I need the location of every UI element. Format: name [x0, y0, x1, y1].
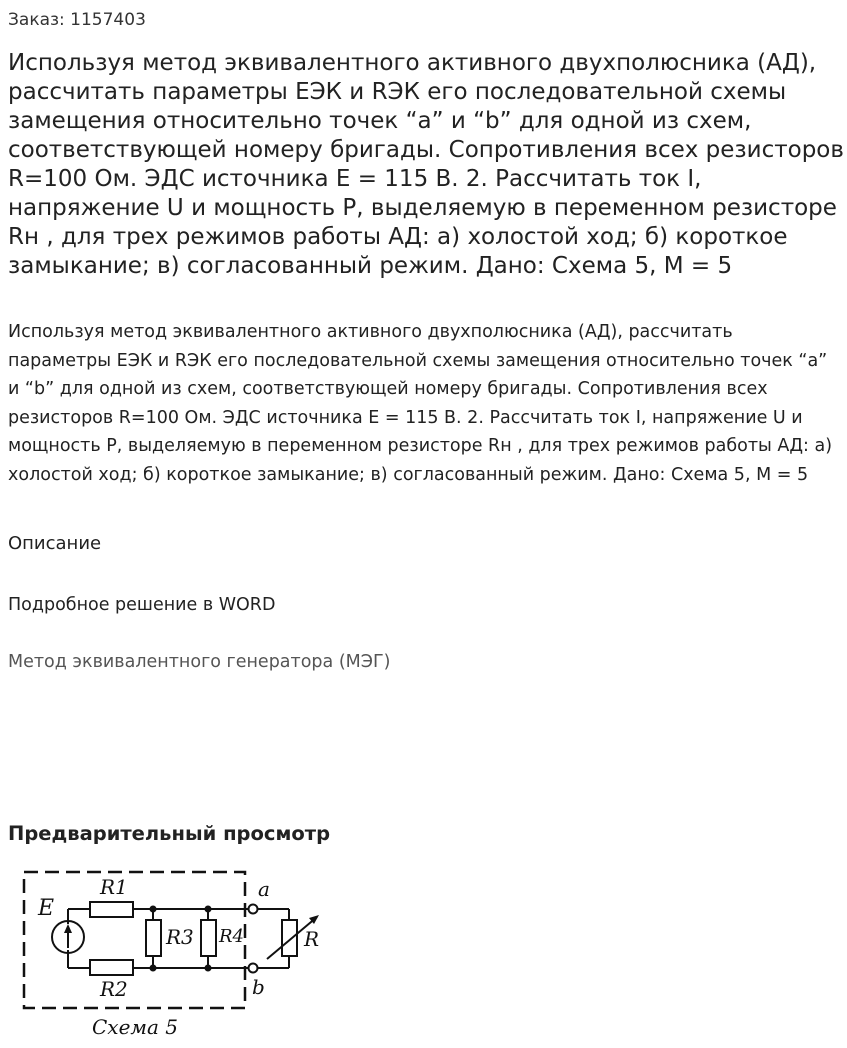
source-label: E: [38, 896, 55, 921]
description-heading: Описание: [8, 533, 102, 554]
method-tag-link[interactable]: Метод эквивалентного генератора (МЭГ): [8, 652, 391, 672]
resistor-r2: [90, 960, 133, 975]
page-title: Используя метод эквивалентного активного двухполюсника (АД), рассчитать параметры ЕЭК и RЭК его последовательной схемы замещения относительно точек “a” и “b” для одной из схем, соответствующей номеру бригады. Сопротивления всех резисторов R=100 Ом. ЭДС источника E = 115 В. 2. Рассчитать ток I, напряжение U и мощность P, выделяемую в переменном резисторе Rн , для трех режимов работы АД: а) холостой ход; б) короткое замыкание; в) согласованный режим. Дано: Схема 5, M = 5: [8, 50, 844, 279]
terminal-b-node: [249, 964, 258, 973]
circuit-schematic-image: [14, 862, 334, 1042]
r3-label: R3: [166, 925, 194, 949]
r4-label: R4: [219, 926, 245, 947]
terminal-a-label: a: [258, 877, 270, 901]
schematic-caption: Схема 5: [92, 1015, 179, 1039]
r2-label: R2: [100, 977, 128, 1001]
variable-load-resistor: [282, 920, 297, 956]
solution-note: Подробное решение в WORD: [8, 595, 276, 615]
r1-label: R1: [100, 875, 128, 899]
order-number: Заказ: 1157403: [8, 10, 146, 30]
resistor-r4: [201, 920, 216, 956]
terminal-a-node: [249, 905, 258, 914]
load-resistor-label: R: [304, 927, 320, 951]
task-description: Используя метод эквивалентного активного двухполюсника (АД), рассчитать параметры ЕЭК и RЭК его последовательной схемы замещения относительно точек “a” и “b” для одной из схем, соответствующей номеру бригады. Сопротивления всех резисторов R=100 Ом. ЭДС источника E = 115 В. 2. Рассчитать ток I, напряжение U и мощность P, выделяемую в переменном резисторе Rн , для трех режимов работы АД: а) холостой ход; б) короткое замыкание; в) согласованный режим. Дано: Схема 5, M = 5: [8, 322, 833, 485]
resistor-r1: [90, 902, 133, 917]
preview-heading: Предварительный просмотр: [8, 822, 331, 845]
resistor-r3: [146, 920, 161, 956]
terminal-b-label: b: [252, 975, 265, 999]
